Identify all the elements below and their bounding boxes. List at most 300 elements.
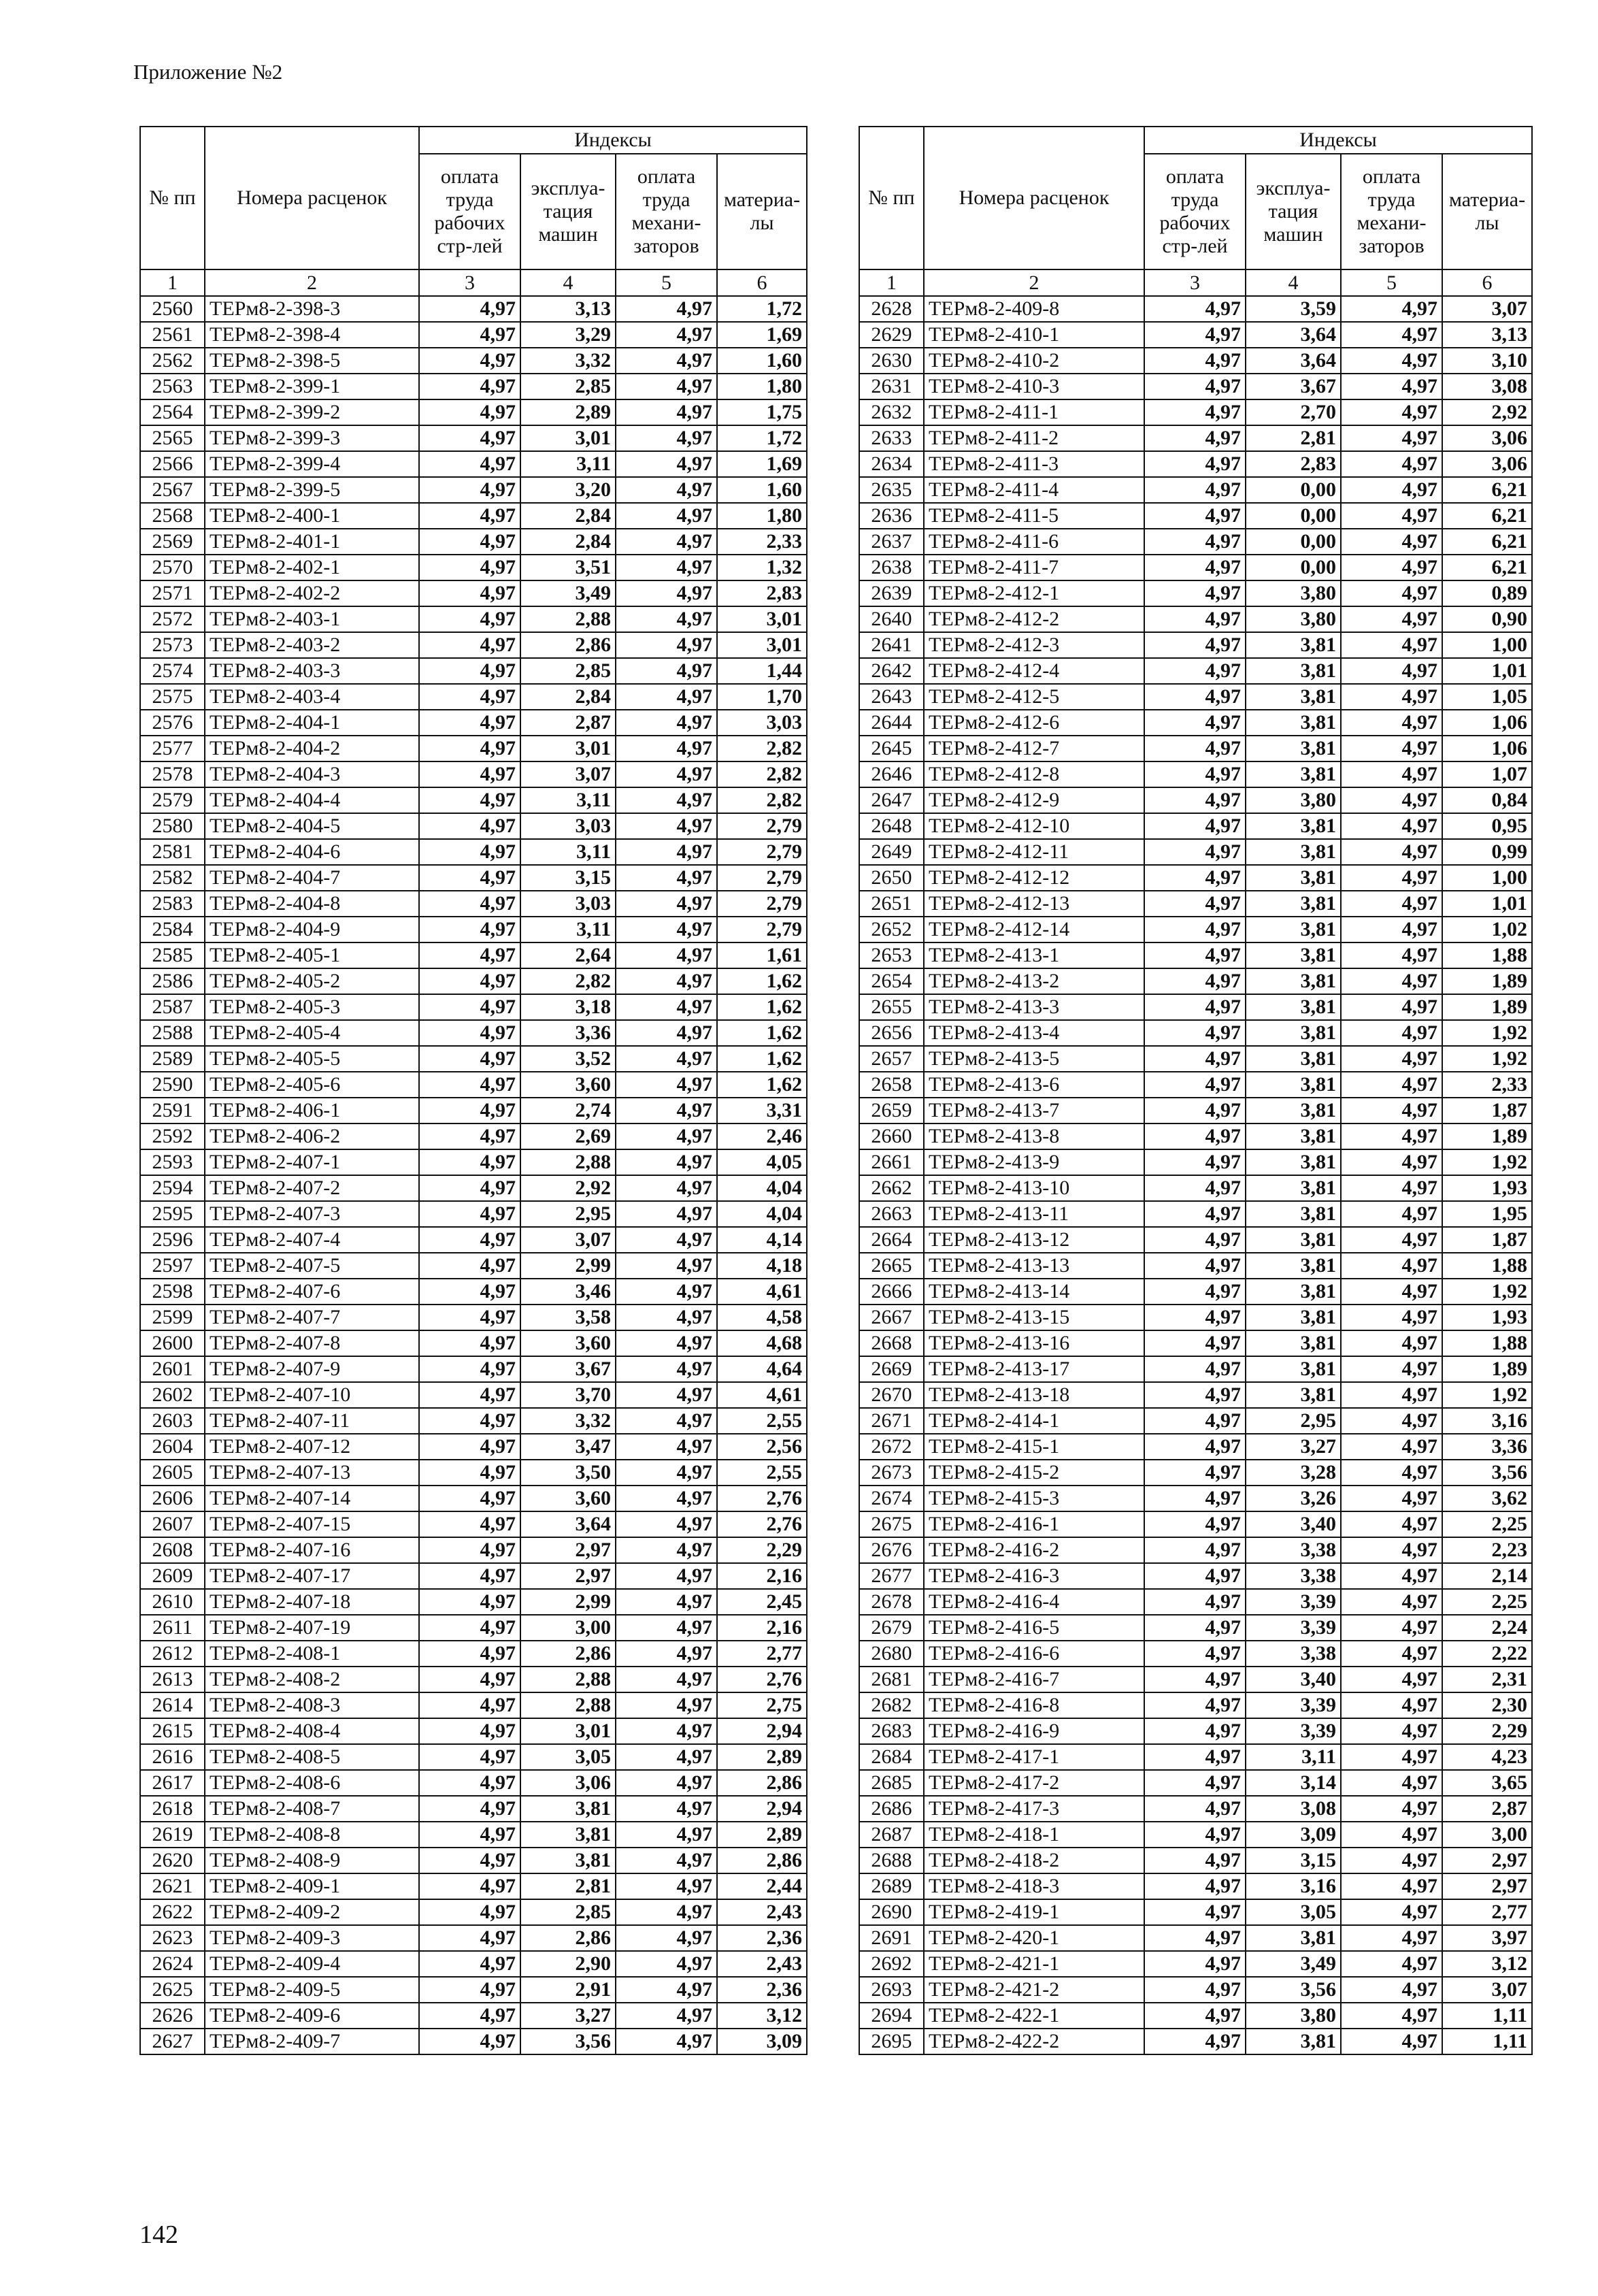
labor-index: 4,97	[1144, 1227, 1246, 1253]
materials-index: 1,92	[1442, 1046, 1532, 1072]
materials-index: 1,88	[1442, 942, 1532, 968]
operators-index: 4,97	[616, 813, 717, 839]
materials-index: 2,56	[717, 1434, 807, 1460]
row-number: 2603	[140, 1408, 205, 1434]
row-number: 2613	[140, 1667, 205, 1692]
labor-index: 4,97	[1144, 1175, 1246, 1201]
operators-index: 4,97	[1341, 1667, 1442, 1692]
row-number: 2657	[859, 1046, 924, 1072]
row-number: 2630	[859, 348, 924, 374]
row-number: 2625	[140, 1977, 205, 2003]
labor-index: 4,97	[1144, 1201, 1246, 1227]
rate-code: ТЕРм8-2-405-2	[205, 968, 419, 994]
machines-index: 3,06	[520, 1770, 616, 1796]
labor-index: 4,97	[419, 1537, 520, 1563]
operators-index: 4,97	[616, 1227, 717, 1253]
table-row	[140, 1977, 807, 2003]
row-number: 2638	[859, 555, 924, 580]
column-number: 4	[520, 269, 616, 296]
machines-index: 3,49	[1246, 1951, 1341, 1977]
row-number: 2615	[140, 1718, 205, 1744]
row-number: 2627	[140, 2029, 205, 2054]
table-row	[859, 1899, 1532, 1925]
table-row	[140, 1744, 807, 1770]
labor-index: 4,97	[1144, 736, 1246, 761]
operators-index: 4,97	[1341, 736, 1442, 761]
table-row	[859, 348, 1532, 374]
table-row	[859, 1873, 1532, 1899]
machines-index: 3,60	[520, 1330, 616, 1356]
labor-index: 4,97	[1144, 1279, 1246, 1305]
machines-index: 3,81	[1246, 761, 1341, 787]
table-row	[140, 1537, 807, 1563]
labor-index: 4,97	[419, 1098, 520, 1124]
rate-code: ТЕРм8-2-399-2	[205, 399, 419, 425]
operators-index: 4,97	[616, 1305, 717, 1330]
materials-index: 2,86	[717, 1770, 807, 1796]
table-row	[140, 1925, 807, 1951]
rate-code: ТЕРм8-2-398-4	[205, 322, 419, 348]
materials-index: 1,80	[717, 503, 807, 529]
machines-index: 3,09	[1246, 1822, 1341, 1848]
labor-index: 4,97	[419, 684, 520, 710]
labor-index: 4,97	[1144, 555, 1246, 580]
table-row	[859, 1925, 1532, 1951]
table-row	[859, 580, 1532, 606]
machines-index: 3,81	[1246, 1356, 1341, 1382]
row-number: 2685	[859, 1770, 924, 1796]
labor-index: 4,97	[1144, 1796, 1246, 1822]
table-row	[140, 348, 807, 374]
materials-index: 2,36	[717, 1925, 807, 1951]
rate-code: ТЕРм8-2-413-5	[924, 1046, 1144, 1072]
rate-code: ТЕРм8-2-417-3	[924, 1796, 1144, 1822]
table-row	[140, 787, 807, 813]
operators-index: 4,97	[616, 425, 717, 451]
table-row	[140, 2029, 807, 2054]
labor-index: 4,97	[419, 1227, 520, 1253]
operators-index: 4,97	[1341, 968, 1442, 994]
row-number: 2665	[859, 1253, 924, 1279]
materials-index: 1,92	[1442, 1149, 1532, 1175]
table-row	[140, 1718, 807, 1744]
operators-index: 4,97	[1341, 1925, 1442, 1951]
row-number: 2571	[140, 580, 205, 606]
machines-index: 2,85	[520, 658, 616, 684]
operators-index: 4,97	[1341, 994, 1442, 1020]
rate-code: ТЕРм8-2-420-1	[924, 1925, 1144, 1951]
table-row	[140, 1175, 807, 1201]
operators-index: 4,97	[1341, 555, 1442, 580]
labor-index: 4,97	[1144, 425, 1246, 451]
materials-index: 3,03	[717, 710, 807, 736]
materials-index: 2,33	[717, 529, 807, 555]
table-row	[859, 555, 1532, 580]
table-row	[140, 1641, 807, 1667]
labor-index: 4,97	[419, 865, 520, 891]
materials-index: 1,92	[1442, 1020, 1532, 1046]
rate-code: ТЕРм8-2-406-1	[205, 1098, 419, 1124]
operators-index: 4,97	[616, 865, 717, 891]
machines-index: 3,81	[520, 1848, 616, 1873]
materials-index: 2,89	[717, 1744, 807, 1770]
labor-index: 4,97	[419, 1692, 520, 1718]
row-number: 2563	[140, 374, 205, 399]
rate-code: ТЕРм8-2-407-13	[205, 1460, 419, 1486]
materials-index: 2,30	[1442, 1692, 1532, 1718]
table-row	[859, 503, 1532, 529]
table-row	[859, 1149, 1532, 1175]
rate-code: ТЕРм8-2-413-18	[924, 1382, 1144, 1408]
materials-index: 1,92	[1442, 1279, 1532, 1305]
machines-index: 3,03	[520, 891, 616, 917]
row-number: 2649	[859, 839, 924, 865]
table-row	[859, 891, 1532, 917]
operators-index: 4,97	[1341, 1227, 1442, 1253]
rate-code: ТЕРм8-2-408-8	[205, 1822, 419, 1848]
table-row	[140, 399, 807, 425]
table-row	[859, 1615, 1532, 1641]
operators-index: 4,97	[1341, 2029, 1442, 2054]
materials-index: 2,33	[1442, 1072, 1532, 1098]
materials-index: 2,14	[1442, 1563, 1532, 1589]
rate-code: ТЕРм8-2-404-9	[205, 917, 419, 942]
machines-index: 3,11	[520, 917, 616, 942]
machines-index: 3,03	[520, 813, 616, 839]
machines-index: 0,00	[1246, 529, 1341, 555]
table-row	[859, 1175, 1532, 1201]
table-row	[140, 1460, 807, 1486]
operators-index: 4,97	[616, 2029, 717, 2054]
header-num: № пп	[859, 127, 924, 269]
machines-index: 2,90	[520, 1951, 616, 1977]
rate-code: ТЕРм8-2-407-3	[205, 1201, 419, 1227]
operators-index: 4,97	[616, 1046, 717, 1072]
labor-index: 4,97	[419, 606, 520, 632]
row-number: 2594	[140, 1175, 205, 1201]
rate-code: ТЕРм8-2-408-7	[205, 1796, 419, 1822]
row-number: 2599	[140, 1305, 205, 1330]
machines-index: 2,91	[520, 1977, 616, 2003]
table-row	[140, 1899, 807, 1925]
materials-index: 3,00	[1442, 1822, 1532, 1848]
operators-index: 4,97	[616, 1020, 717, 1046]
rate-code: ТЕРм8-2-399-4	[205, 451, 419, 477]
materials-index: 3,09	[717, 2029, 807, 2054]
rate-code: ТЕРм8-2-399-3	[205, 425, 419, 451]
labor-index: 4,97	[1144, 399, 1246, 425]
table-row	[859, 451, 1532, 477]
row-number: 2679	[859, 1615, 924, 1641]
operators-index: 4,97	[616, 1175, 717, 1201]
row-number: 2662	[859, 1175, 924, 1201]
rate-code: ТЕРм8-2-411-1	[924, 399, 1144, 425]
table-row	[140, 1098, 807, 1124]
operators-index: 4,97	[1341, 1356, 1442, 1382]
machines-index: 3,80	[1246, 580, 1341, 606]
rate-code: ТЕРм8-2-413-6	[924, 1072, 1144, 1098]
header-machines: эксплуа-тация машин	[1246, 154, 1341, 269]
rate-code: ТЕРм8-2-416-9	[924, 1718, 1144, 1744]
machines-index: 3,80	[1246, 2003, 1341, 2029]
rate-code: ТЕРм8-2-409-6	[205, 2003, 419, 2029]
rate-code: ТЕРм8-2-412-8	[924, 761, 1144, 787]
table-row	[859, 296, 1532, 322]
materials-index: 2,55	[717, 1408, 807, 1434]
table-row	[140, 710, 807, 736]
rate-code: ТЕРм8-2-412-3	[924, 632, 1144, 658]
operators-index: 4,97	[616, 787, 717, 813]
machines-index: 3,11	[520, 451, 616, 477]
row-number: 2641	[859, 632, 924, 658]
operators-index: 4,97	[616, 839, 717, 865]
machines-index: 3,56	[1246, 1977, 1341, 2003]
row-number: 2598	[140, 1279, 205, 1305]
table-row	[859, 1460, 1532, 1486]
operators-index: 4,97	[1341, 1615, 1442, 1641]
materials-index: 2,22	[1442, 1641, 1532, 1667]
rate-code: ТЕРм8-2-413-2	[924, 968, 1144, 994]
rate-code: ТЕРм8-2-399-1	[205, 374, 419, 399]
materials-index: 2,46	[717, 1124, 807, 1149]
column-number: 3	[419, 269, 520, 296]
header-machines: эксплуа-тация машин	[520, 154, 616, 269]
labor-index: 4,97	[419, 1977, 520, 2003]
row-number: 2643	[859, 684, 924, 710]
table-row	[859, 1692, 1532, 1718]
machines-index: 3,49	[520, 580, 616, 606]
row-number: 2618	[140, 1796, 205, 1822]
materials-index: 2,87	[1442, 1796, 1532, 1822]
operators-index: 4,97	[1341, 1796, 1442, 1822]
operators-index: 4,97	[616, 1124, 717, 1149]
column-number: 6	[1442, 269, 1532, 296]
labor-index: 4,97	[1144, 1718, 1246, 1744]
operators-index: 4,97	[1341, 1770, 1442, 1796]
labor-index: 4,97	[419, 839, 520, 865]
table-row	[859, 606, 1532, 632]
table-row	[140, 1149, 807, 1175]
labor-index: 4,97	[1144, 1589, 1246, 1615]
table-row	[859, 2003, 1532, 2029]
operators-index: 4,97	[616, 606, 717, 632]
operators-index: 4,97	[1341, 787, 1442, 813]
labor-index: 4,97	[419, 1020, 520, 1046]
rate-code: ТЕРм8-2-416-3	[924, 1563, 1144, 1589]
row-number: 2589	[140, 1046, 205, 1072]
machines-index: 3,05	[520, 1744, 616, 1770]
row-number: 2684	[859, 1744, 924, 1770]
machines-index: 3,81	[1246, 736, 1341, 761]
materials-index: 1,92	[1442, 1382, 1532, 1408]
machines-index: 3,14	[1246, 1770, 1341, 1796]
machines-index: 3,81	[1246, 1046, 1341, 1072]
row-number: 2580	[140, 813, 205, 839]
table-row	[859, 1486, 1532, 1511]
table-row	[140, 761, 807, 787]
table-row	[140, 1279, 807, 1305]
table-row	[140, 736, 807, 761]
machines-index: 3,11	[1246, 1744, 1341, 1770]
labor-index: 4,97	[419, 1486, 520, 1511]
materials-index: 2,16	[717, 1615, 807, 1641]
column-number: 2	[205, 269, 419, 296]
operators-index: 4,97	[1341, 1563, 1442, 1589]
table-row	[859, 1589, 1532, 1615]
materials-index: 2,79	[717, 839, 807, 865]
row-number: 2682	[859, 1692, 924, 1718]
table-row	[140, 1382, 807, 1408]
labor-index: 4,97	[1144, 1925, 1246, 1951]
table-row	[140, 1124, 807, 1149]
row-number: 2639	[859, 580, 924, 606]
operators-index: 4,97	[616, 1382, 717, 1408]
machines-index: 3,08	[1246, 1796, 1341, 1822]
rate-code: ТЕРм8-2-407-12	[205, 1434, 419, 1460]
operators-index: 4,97	[1341, 1305, 1442, 1330]
materials-index: 4,64	[717, 1356, 807, 1382]
materials-index: 2,43	[717, 1899, 807, 1925]
rate-code: ТЕРм8-2-416-2	[924, 1537, 1144, 1563]
materials-index: 0,99	[1442, 839, 1532, 865]
rate-code: ТЕРм8-2-411-5	[924, 503, 1144, 529]
machines-index: 3,70	[520, 1382, 616, 1408]
row-number: 2671	[859, 1408, 924, 1434]
materials-index: 1,01	[1442, 658, 1532, 684]
operators-index: 4,97	[1341, 1951, 1442, 1977]
rate-code: ТЕРм8-2-409-8	[924, 296, 1144, 322]
machines-index: 3,38	[1246, 1563, 1341, 1589]
labor-index: 4,97	[419, 1770, 520, 1796]
operators-index: 4,97	[1341, 348, 1442, 374]
row-number: 2680	[859, 1641, 924, 1667]
table-row	[859, 1098, 1532, 1124]
machines-index: 3,60	[520, 1072, 616, 1098]
operators-index: 4,97	[1341, 891, 1442, 917]
materials-index: 2,83	[717, 580, 807, 606]
header-code: Номера расценок	[924, 127, 1144, 269]
table-row	[140, 296, 807, 322]
machines-index: 3,80	[1246, 787, 1341, 813]
rate-code: ТЕРм8-2-405-1	[205, 942, 419, 968]
header-labor: оплата труда рабочих стр-лей	[1144, 154, 1246, 269]
rate-code: ТЕРм8-2-412-14	[924, 917, 1144, 942]
materials-index: 2,94	[717, 1796, 807, 1822]
labor-index: 4,97	[1144, 2003, 1246, 2029]
table-row	[140, 865, 807, 891]
table-row	[140, 425, 807, 451]
row-number: 2677	[859, 1563, 924, 1589]
row-number: 2623	[140, 1925, 205, 1951]
rate-code: ТЕРм8-2-408-1	[205, 1641, 419, 1667]
table-row	[859, 374, 1532, 399]
rate-code: ТЕРм8-2-407-1	[205, 1149, 419, 1175]
machines-index: 3,81	[1246, 917, 1341, 942]
operators-index: 4,97	[1341, 1201, 1442, 1227]
operators-index: 4,97	[616, 1822, 717, 1848]
operators-index: 4,97	[616, 1201, 717, 1227]
labor-index: 4,97	[419, 968, 520, 994]
row-number: 2668	[859, 1330, 924, 1356]
row-number: 2611	[140, 1615, 205, 1641]
machines-index: 3,39	[1246, 1718, 1341, 1744]
machines-index: 3,81	[1246, 632, 1341, 658]
labor-index: 4,97	[419, 917, 520, 942]
rate-code: ТЕРм8-2-399-5	[205, 477, 419, 503]
materials-index: 3,16	[1442, 1408, 1532, 1434]
row-number: 2616	[140, 1744, 205, 1770]
table-row	[859, 1020, 1532, 1046]
table-row	[859, 1382, 1532, 1408]
row-number: 2658	[859, 1072, 924, 1098]
table-row	[140, 1848, 807, 1873]
materials-index: 2,89	[717, 1822, 807, 1848]
operators-index: 4,97	[616, 477, 717, 503]
table-row	[859, 1822, 1532, 1848]
row-number: 2608	[140, 1537, 205, 1563]
machines-index: 3,07	[520, 1227, 616, 1253]
operators-index: 4,97	[616, 1977, 717, 2003]
operators-index: 4,97	[1341, 1434, 1442, 1460]
rate-code: ТЕРм8-2-413-14	[924, 1279, 1144, 1305]
row-number: 2593	[140, 1149, 205, 1175]
operators-index: 4,97	[1341, 503, 1442, 529]
row-number: 2572	[140, 606, 205, 632]
machines-index: 3,81	[1246, 1253, 1341, 1279]
row-number: 2691	[859, 1925, 924, 1951]
machines-index: 3,81	[1246, 1072, 1341, 1098]
header-group: Индексы	[1144, 127, 1532, 154]
operators-index: 4,97	[616, 1434, 717, 1460]
labor-index: 4,97	[419, 555, 520, 580]
machines-index: 2,89	[520, 399, 616, 425]
rate-code: ТЕРм8-2-412-5	[924, 684, 1144, 710]
operators-index: 4,97	[616, 1796, 717, 1822]
labor-index: 4,97	[1144, 1046, 1246, 1072]
operators-index: 4,97	[616, 1279, 717, 1305]
machines-index: 3,20	[520, 477, 616, 503]
row-number: 2577	[140, 736, 205, 761]
rate-code: ТЕРм8-2-407-4	[205, 1227, 419, 1253]
rate-code: ТЕРм8-2-411-6	[924, 529, 1144, 555]
row-number: 2621	[140, 1873, 205, 1899]
row-number: 2675	[859, 1511, 924, 1537]
table-row	[859, 1977, 1532, 2003]
table-row	[859, 399, 1532, 425]
materials-index: 1,93	[1442, 1175, 1532, 1201]
operators-index: 4,97	[616, 529, 717, 555]
machines-index: 3,81	[1246, 1098, 1341, 1124]
labor-index: 4,97	[419, 1201, 520, 1227]
row-number: 2650	[859, 865, 924, 891]
row-number: 2588	[140, 1020, 205, 1046]
operators-index: 4,97	[1341, 477, 1442, 503]
table-row	[859, 1253, 1532, 1279]
rate-code: ТЕРм8-2-409-5	[205, 1977, 419, 2003]
machines-index: 3,81	[1246, 942, 1341, 968]
machines-index: 2,69	[520, 1124, 616, 1149]
table-row	[140, 1253, 807, 1279]
operators-index: 4,97	[1341, 1511, 1442, 1537]
machines-index: 2,88	[520, 606, 616, 632]
labor-index: 4,97	[419, 1124, 520, 1149]
materials-index: 3,07	[1442, 1977, 1532, 2003]
column-number: 5	[1341, 269, 1442, 296]
row-number: 2573	[140, 632, 205, 658]
materials-index: 3,62	[1442, 1486, 1532, 1511]
materials-index: 1,06	[1442, 710, 1532, 736]
materials-index: 1,88	[1442, 1253, 1532, 1279]
